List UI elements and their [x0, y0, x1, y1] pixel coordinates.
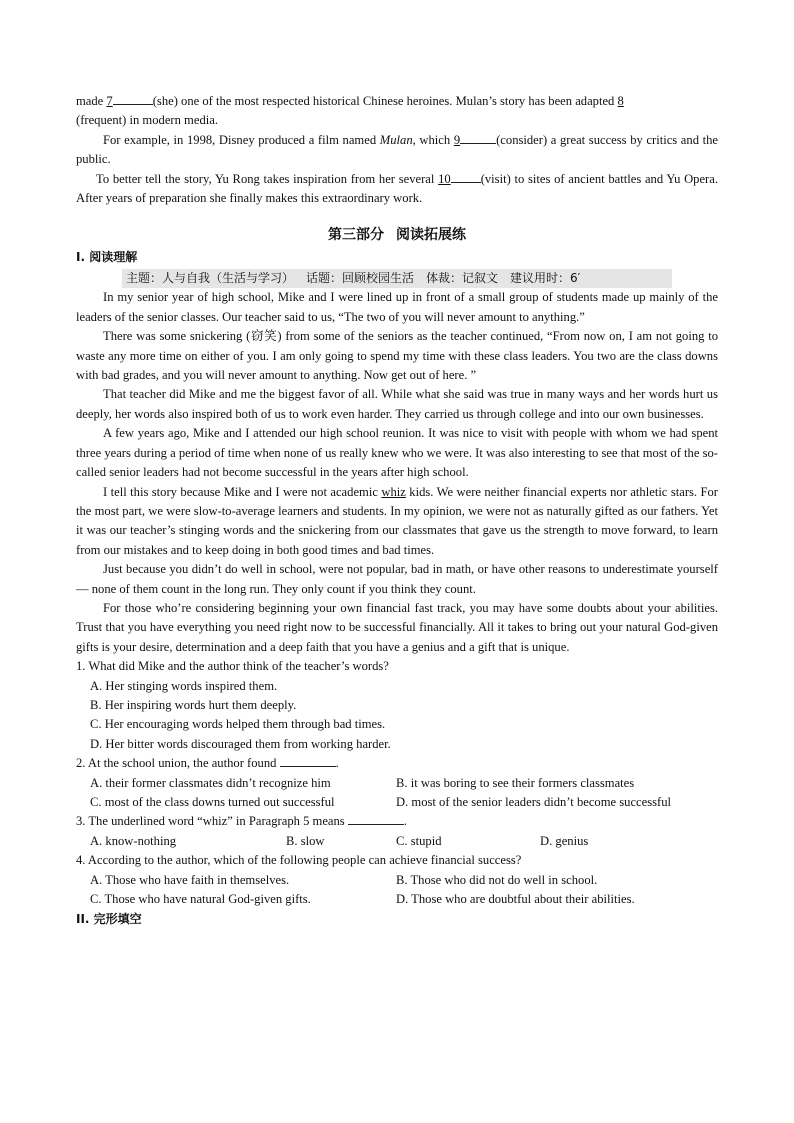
option-4c[interactable]: C. Those who have natural God-given gifts.	[90, 892, 311, 907]
question-3: 3. The underlined word “whiz” in Paragraph 5 means .	[76, 814, 408, 829]
options-4-row-2	[76, 890, 718, 909]
answer-blank[interactable]	[280, 754, 336, 767]
blank-7[interactable]	[106, 94, 152, 108]
blank-line	[451, 170, 481, 183]
option-3b[interactable]: B. slow	[286, 833, 325, 848]
option-1c[interactable]: C. Her encouraging words helped them through bad times.	[90, 717, 386, 732]
question-4: 4. According to the author, which of the following people can achieve financial success?	[76, 853, 522, 868]
text: kids. We were neither financial experts nor athletic stars. For the most part, we were slow-to-average learners and students. In my opinion, we were not as naturally gifted as our fathers. Yet it was our teacher’s stinging words and the snickering from our classmates that gave us the strength to move forward, to learn from our mistakes and to keep doing in both good times and bad times.	[76, 484, 718, 557]
blank-number: 7	[106, 94, 113, 108]
blank-number: 10	[438, 171, 451, 186]
options-3	[76, 832, 718, 851]
text: (frequent) in modern media.	[76, 113, 218, 128]
option-2b[interactable]: B. it was boring to see their formers classmates	[396, 775, 635, 790]
paragraph-7: For those who’re considering beginning your own financial fast track, you may have some doubts about your abilities. Trust that you have everything you need right now to be successful financially. All it takes to bring out your natural God-given gifts is your desire, determination and a deep faith that you have a genius and a gift that is unique.	[76, 600, 718, 654]
option-3c[interactable]: C. stupid	[396, 833, 442, 848]
option-2a[interactable]: A. their former classmates didn’t recognize him	[90, 775, 331, 790]
option-1b[interactable]: B. Her inspiring words hurt them deeply.	[90, 697, 297, 712]
blank-line	[460, 131, 496, 144]
options-2-row-2	[76, 793, 718, 812]
question-text: 2. At the school union, the author found	[76, 756, 280, 771]
section-part: 第三部分	[328, 227, 384, 244]
topic-subject: 话题：回顾校园生活	[306, 271, 415, 286]
topic-bar	[122, 269, 672, 288]
prev-line-3	[76, 131, 718, 170]
text: To better tell the story, Yu Rong takes inspiration from her several	[96, 171, 439, 186]
blank-line	[113, 92, 153, 105]
topic-genre: 体裁：记叙文	[426, 271, 499, 286]
text: made	[76, 94, 107, 108]
paragraph-4: A few years ago, Mike and I attended our high school reunion. It was nice to visit with people with whom we had spent three years during a period of time when none of us really knew who we were. It was also interesting to see that most of the so-called senior leaders had not become successful in the years after high school.	[76, 426, 718, 480]
paragraph-6: Just because you didn’t do well in school, were not popular, bad in math, or have other reasons to underestimate yourself — none of them count in the long run. They only count if you think they count.	[76, 562, 718, 596]
section-name: 阅读拓展练	[396, 227, 466, 244]
blank-number: 9	[453, 132, 461, 147]
options-2-row-1	[76, 774, 718, 793]
paragraph-3: That teacher did Mike and me the biggest favor of all. While what she said was true in many ways and her words hurt us deeply, her words also inspired both of us to work even harder. They carried us through college and into our own businesses.	[76, 387, 718, 421]
paragraph-5	[76, 483, 718, 561]
paragraph-1: In my senior year of high school, Mike and I were lined up in front of a small group of students made up mainly of the leaders of the senior classes. Our teacher said to us, “The two of you will never amount to anything.”	[76, 290, 718, 324]
question-2: 2. At the school union, the author found .	[76, 756, 339, 771]
topic-theme: 主题：人与自我（生活与学习）	[126, 271, 295, 286]
option-3a[interactable]: A. know-nothing	[90, 833, 177, 848]
text: For example, in 1998, Disney produced a film named	[103, 132, 380, 147]
answer-blank[interactable]	[348, 812, 404, 825]
section-title	[76, 223, 718, 247]
topic-time: 建议用时：6′	[510, 271, 581, 286]
reading-heading: I. 阅读理解	[76, 250, 138, 265]
blank-8[interactable]: 8	[617, 94, 624, 108]
prev-line-4	[76, 170, 718, 209]
option-2d[interactable]: D. most of the senior leaders didn’t become successful	[396, 795, 672, 809]
blank-10[interactable]	[438, 172, 481, 186]
option-3d[interactable]: D. genius	[540, 833, 589, 848]
document-page	[76, 92, 718, 929]
text: which	[415, 132, 454, 147]
option-4d[interactable]: D. Those who are doubtful about their abilities.	[396, 892, 635, 907]
cloze-heading: II. 完形填空	[76, 912, 142, 927]
options-4-row-1	[76, 871, 718, 890]
option-1d[interactable]: D. Her bitter words discouraged them from working harder.	[90, 736, 391, 751]
option-4a[interactable]: A. Those who have faith in themselves.	[90, 872, 290, 887]
underlined-word: whiz	[381, 484, 406, 499]
option-2c[interactable]: C. most of the class downs turned out successful	[90, 795, 335, 809]
prev-line-1	[76, 92, 718, 131]
text: I tell this story because Mike and I were not academic	[103, 484, 382, 499]
option-4b[interactable]: B. Those who did not do well in school.	[396, 872, 598, 887]
text: (consider) a great success by critics and the public.	[76, 132, 718, 167]
option-1a[interactable]: A. Her stinging words inspired them.	[90, 678, 278, 693]
question-1: 1. What did Mike and the author think of the teacher’s words?	[76, 659, 389, 674]
text: (she) one of the most respected historical Chinese heroines. Mulan’s story has been adapted	[152, 94, 618, 108]
film-title: Mulan,	[379, 132, 416, 147]
question-text: 3. The underlined word “whiz” in Paragraph 5 means	[76, 814, 348, 829]
blank-9[interactable]	[454, 133, 496, 147]
text: (visit) to sites of ancient battles and Yu Opera. After years of preparation she finally makes this extraordinary work.	[76, 171, 718, 206]
paragraph-2: There was some snickering (窃笑) from some of the seniors as the teacher continued, “From now on, I am not going to waste any more time on either of you. I am only going to spend my time with these class leaders. You two are the class downs with bad grades, and you will never amount to anything. Now get out of here. ”	[76, 329, 718, 383]
